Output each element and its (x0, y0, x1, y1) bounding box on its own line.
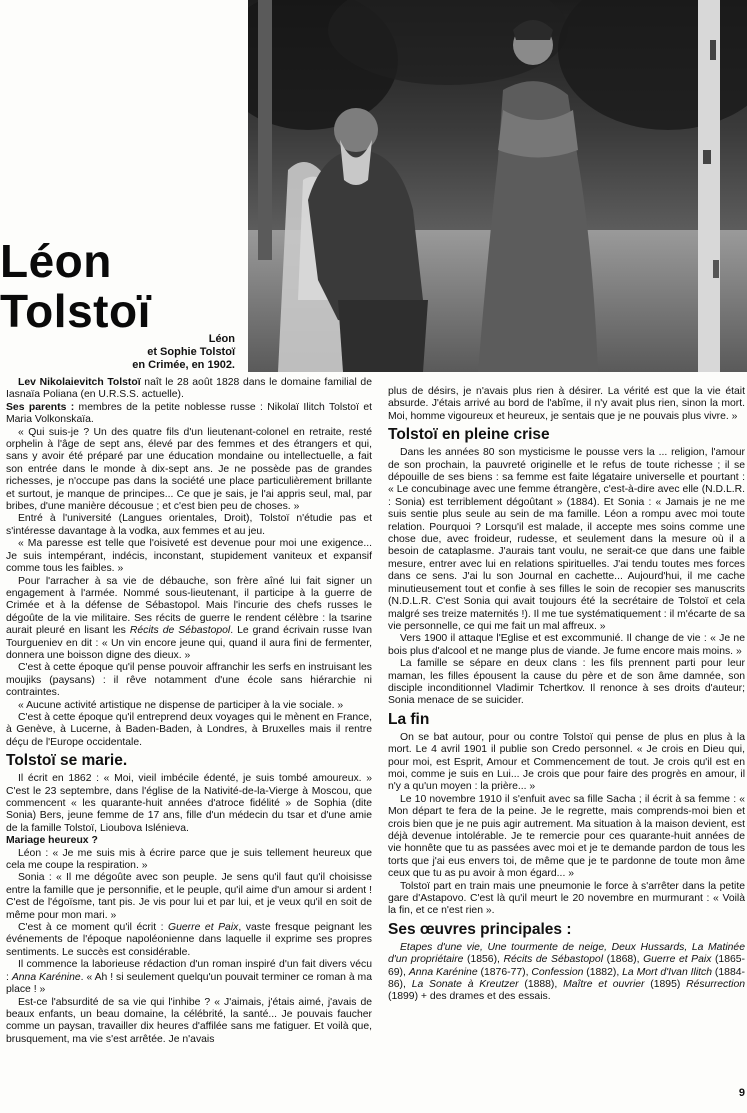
text-run: . Le grand écrivain russe Ivan Tourgueniev en dit : « Un vin encore jeune qui, quand il aura fini de fermenter, donnera une boisson digne des dieux. » (6, 625, 372, 661)
work-year: (1895) (644, 979, 687, 991)
section-heading-works: Ses œuvres principales : (388, 920, 572, 938)
parents-label: Ses parents : (6, 401, 75, 413)
work-title: Anna Karénine (408, 966, 478, 978)
paragraph: Dans les années 80 son mysticisme le pousse vers la ... religion, l'amour de son prochain, la pauvreté originelle et le refus de toute richesse ; il se dépouille de ses biens : sa femme est faite légataire universelle et pourtant : « Le concubinage avec une femme étrangère, c'est-à-dire avec elle (N.D.L.R. : Sonia) est terriblement dégoûtant » (1884). Et Sonia : « Jamais je ne me suis sentie plus seule au sein de ma famille. Léon a rompu avec moi toute relation. Pourquoi ? Lorsqu'il est malade, il accepte mes soins comme une chose due, avec froideur, rudesse, et seulement dans la mesure où il a besoin de cataplasme. J'aurais tant voulu, ne serait-ce que dans une faible mesure, entrer avec lui en relations spirituelles. J'ai tendu toutes mes forces dans ce sens. J'ai lu son Journal en cachette... Aujourd'hui, il me cache minutieusement tout et confie à ses filles le soin de recopier ses manuscrits (N.D.L.R. C'est Sonia qui avait toujours été la secrétaire de Tolstoï et cela malgré ses treize maternités !). Il me tue systématiquement : il m'écarte de sa vie personnelle, ce qui me fait un mal affreux. » (388, 447, 745, 632)
text-run: Il commence la laborieuse rédaction d'un roman inspiré d'un fait divers vécu : (6, 959, 372, 983)
title-line-1: Léon (0, 235, 112, 287)
work-title: Confession (531, 966, 584, 978)
paragraph: Le 10 novembre 1910 il s'enfuit avec sa fille Sacha ; il écrit à sa femme : « Mon départ te fera de la peine. Je le regrette, mais comprends-moi bien et crois bien que je ne puis agir autrement. Ma situation à la maison devient, est déjà devenue intolérable. Je te remercie pour ces quarante-huit années de vie honnête que tu as passées avec moi et je te demande pardon de tous les torts que j'ai eus envers toi, de même que je te pardonne de toute mon âme ceux que tu as pu avoir à mon égard... » (388, 793, 745, 880)
left-column (6, 377, 372, 1046)
paragraph: Vers 1900 il attaque l'Eglise et est excommunié. Il change de vie : « Je ne bois plus d'alcool et ne mange plus de viande. Je fume encore mais moins. » (388, 633, 745, 657)
work-year: (1876-77), (477, 966, 532, 978)
paragraph: plus de désirs, je n'avais plus rien à désirer. La vérité est que la vie était absurde. J'étais arrivé au bord de l'abîme, il n'y avait plus rien, sinon la mort. Moi, homme vigoureux et heureux, je sentais que je ne pouvais plus vivre. » (388, 386, 745, 422)
paragraph: Entré à l'université (Langues orientales, Droit), Tolstoï n'étudie pas et s'intéresse davantage à la vodka, aux femmes et au jeu. (6, 513, 372, 537)
section-heading-marriage: Tolstoï se marie. (6, 752, 128, 770)
paragraph: C'est à cette époque qu'il pense pouvoir affranchir les serfs en instruisant les moujiks (paysans) : il rêve notamment d'une école sans hiérarchie ni contraintes. (6, 662, 372, 699)
paragraph: « Aucune activité artistique ne dispense de participer à la vie sociale. » (18, 699, 344, 711)
parents-text: membres de la petite noblesse russe : Nikolaï Ilitch Tolstoï et Maria Volkonskaïa. (6, 401, 372, 426)
paragraph: « Qui suis-je ? Un des quatre fils d'un lieutenant-colonel en retraite, resté orphelin à l'âge de sept ans, élevé par des femmes et des étrangers et qui, sans y avoir été préparé par une éducation mondaine ou intellectuelle, a fait son entrée dans le monde à dix-sept ans. Je ne possède pas de grandes richesses, je n'occupe pas dans la société une place particulièrement brillante et surtout, je manque de principes... Ce que je sais, je l'ai appris seul, mal, par bribes, d'une manière décousue ; et c'est bien peu de choses. » (6, 426, 372, 513)
intro-paragraph (6, 377, 372, 402)
work-title: Guerre et Paix (168, 922, 239, 934)
paragraph: Est-ce l'absurdité de sa vie qui l'inhibe ? « J'aimais, j'étais aimé, j'avais de beaux enfants, un beau domaine, la célébrité, la santé... Je pouvais faucher comme un paysan, travailler dix heures d'affilée sans me fatiguer. Et voilà que, brusquement, ma vie s'est arrêtée. Je n'avais (6, 996, 372, 1045)
work-title: Etapes d'une vie, Une tourmente de neige, Deux Hussards, La Matinée d'un propriétaire (388, 941, 745, 966)
paragraph: Léon : « Je me suis mis à écrire parce que je suis tellement heureux que cela me coupe la respiration. » (6, 847, 372, 872)
paragraph (6, 576, 372, 663)
right-column (388, 386, 745, 1004)
work-year: (1884-86), (388, 966, 745, 991)
work-title: Maître et ouvrier (563, 979, 645, 991)
work-title: La Sonate à Kreutzer (411, 979, 519, 991)
title-line-2: Tolstoï (0, 285, 151, 337)
subheading-happy-marriage: Mariage heureux ? (6, 835, 98, 847)
paragraph (6, 922, 372, 959)
subject-name: Lev Nikolaievitch Tolstoï (18, 377, 141, 388)
work-title: La Mort d'Ivan Ilitch (622, 966, 713, 978)
work-year: (1856), (463, 954, 504, 966)
article-title (0, 236, 151, 336)
work-title: Récits de Sébastopol (503, 954, 604, 966)
section-heading-end: La fin (388, 710, 430, 728)
work-title: Résurrection (686, 979, 745, 991)
work-year: (1899) + des drames et des essais. (388, 991, 551, 1003)
caption-line-1: Léon (208, 333, 235, 345)
text-run: Pour l'arracher à sa vie de débauche, son frère aîné lui fait signer un engagement à l'armée. Nommé sous-lieutenant, il participe à la guerre de Crimée et à la défense de Sébastopol. Mais l'incurie des chefs russes le dégoûte de la vie militaire. Ses récits de guerre le rendent célèbre : la tsarine aurait pleuré en lisant les (6, 575, 372, 637)
paragraph (6, 959, 372, 996)
section-heading-crisis: Tolstoï en pleine crise (388, 426, 550, 444)
work-title: Guerre et Paix (643, 954, 712, 966)
photo-illustration (248, 0, 747, 372)
work-title: Récits de Sébastopol (129, 625, 231, 637)
paragraph: Sonia : « Il me dégoûte avec son peuple. Je sens qu'il faut qu'il choisisse entre la famille que je personnifie, et le peuple, qu'il aime d'un amour si ardent ! C'est de l'égoïsme, tant pis. Je vis pour lui et par lui, et je veux qu'il en soit de même pour mon mari. » (6, 872, 372, 921)
paragraph: « Ma paresse est telle que l'oisiveté est devenue pour moi une exigence... Je suis intempérant, indécis, inconstant, stupidement vaniteux et expansif comme tous les faibles. » (6, 538, 372, 575)
photo-leon-sophie-tolstoi (248, 0, 747, 372)
text-run: C'est à ce moment qu'il écrit : (18, 922, 169, 934)
page-number: 9 (738, 1087, 745, 1099)
paragraph: On se bat autour, pour ou contre Tolstoï qui pense de plus en plus à la mort. Le 4 avril 1901 il publie son Credo personnel. « Je crois en Dieu qui, pour moi, est Esprit, Amour et Commencement de tout. Je crois qu'il est en moi, comme je suis en Lui... Je crois que pour faire des progrès en amour, il n'y a qu'un moyen : la prière... » (388, 731, 745, 793)
works-list (388, 942, 745, 1004)
paragraph: Il écrit en 1862 : « Moi, vieil imbécile édenté, je suis tombé amoureux. » C'est le 23 septembre, dans l'église de la Nativité-de-la-Vierge à Moscou, que commencent « les quarante-huit années d'atroce fidélité » de Sophia (dite Sonia) Bers, jeune femme de 17 ans, fille d'un médecin du tsar et d'une amie de la famille Tolstoï, Lioubova Islénieva. (6, 773, 372, 834)
caption-line-2: et Sophie Tolstoï (147, 346, 235, 358)
photo-caption (35, 333, 235, 372)
paragraph: La famille se sépare en deux clans : les fils prennent parti pour leur maman, les filles épousent la cause du père et de son âme damnée, son disciple inconditionnel Vladimir Tchertkov. Il renonce à ses droits d'auteur; Sonia menace de se suicider. (388, 658, 745, 707)
work-year: (1865-69), (388, 954, 745, 978)
work-title: Anna Karénine (11, 971, 81, 983)
caption-line-3: en Crimée, en 1902. (132, 359, 235, 371)
text-run: , vaste fresque peignant les événements de l'époque napoléonienne dans laquelle il exprime ses propres sentiments. Le succès est considérable. (6, 922, 373, 958)
parents-paragraph (6, 402, 372, 427)
intro-text: naît le 28 août 1828 dans le domaine familial de Iasnaïa Poliana (en U.R.S.S. actuelle). (6, 377, 372, 401)
work-year: (1882), (583, 966, 623, 978)
work-year: (1888), (518, 979, 564, 991)
text-run: . « Ah ! si seulement quelqu'un pouvait terminer ce roman à ma place ! » (6, 971, 372, 996)
paragraph: C'est à cette époque qu'il entreprend deux voyages qui le mènent en France, à Genève, à Lucerne, à Baden-Baden, à Londres, à Bruxelles mais il rentre déçu de l'Europe occidentale. (6, 711, 373, 748)
paragraph: Tolstoï part en train mais une pneumonie le force à s'arrêter dans la petite gare d'Astapovo. C'est là qu'il meurt le 20 novembre en murmurant : « Voilà la fin, et ce n'est rien ». (388, 880, 745, 917)
work-year: (1868), (603, 954, 644, 966)
